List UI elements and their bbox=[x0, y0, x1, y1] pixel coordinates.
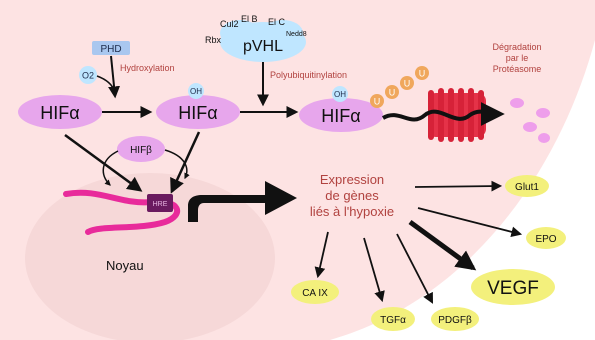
phd-label: PHD bbox=[100, 44, 122, 55]
expression-label-2: de gènes bbox=[325, 188, 379, 203]
tgfa-label: TGFα bbox=[380, 315, 406, 326]
peptide-fragment bbox=[538, 133, 550, 143]
hre-label: HRE bbox=[152, 201, 168, 208]
expression-label-3: liés à l'hypoxie bbox=[309, 204, 395, 219]
oh-label-1: OH bbox=[190, 87, 202, 96]
ubiquitin-1-label: U bbox=[373, 96, 381, 107]
polyubiquitinylation-label: Polyubiquitinylation bbox=[270, 70, 348, 80]
degradation-label-2: par le bbox=[505, 53, 529, 63]
hif-alpha-3-label: HIFα bbox=[321, 106, 361, 126]
peptide-fragment bbox=[510, 98, 524, 108]
rbx-label: Rbx bbox=[205, 35, 222, 45]
nucleus-label: Noyau bbox=[106, 258, 144, 273]
hif-beta-label: HIFβ bbox=[130, 145, 152, 156]
epo-label: EPO bbox=[535, 234, 557, 245]
degradation-label-1: Dégradation bbox=[492, 42, 542, 52]
pdgfb-label: PDGFβ bbox=[438, 315, 472, 326]
vegf-label: VEGF bbox=[487, 278, 539, 299]
elc-label: El C bbox=[268, 17, 286, 27]
peptide-fragment bbox=[523, 122, 537, 132]
glut1-label: Glut1 bbox=[515, 182, 539, 193]
hif-alpha-1-label: HIFα bbox=[40, 103, 80, 123]
pvhl-label: pVHL bbox=[242, 38, 284, 55]
cul2-label: Cul2 bbox=[220, 19, 239, 29]
hif-alpha-2-label: HIFα bbox=[178, 103, 218, 123]
ubiquitin-2-label: U bbox=[388, 87, 396, 98]
ca9-label: CA IX bbox=[302, 288, 328, 299]
o2-label: O2 bbox=[81, 70, 95, 81]
proteasome bbox=[428, 88, 486, 142]
ubiquitin-4-label: U bbox=[418, 68, 426, 79]
arrow-glut1 bbox=[415, 186, 500, 187]
expression-label-1: Expression bbox=[319, 172, 385, 187]
ubiquitin-3-label: U bbox=[403, 78, 411, 89]
hydroxylation-label: Hydroxylation bbox=[120, 63, 175, 73]
nedd8-label: Nedd8 bbox=[286, 31, 307, 38]
degradation-label-3: Protéasome bbox=[492, 64, 542, 74]
oh-label-2: OH bbox=[334, 90, 346, 99]
peptide-fragment bbox=[536, 108, 550, 118]
elb-label: El B bbox=[241, 14, 258, 24]
